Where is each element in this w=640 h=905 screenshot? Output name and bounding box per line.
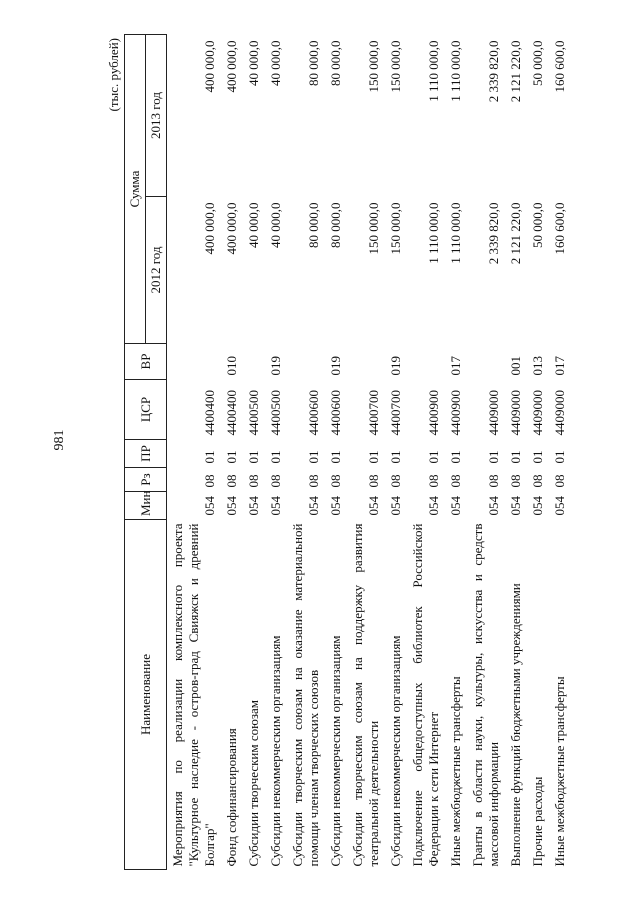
cell-csr: 4400500 [268,390,283,436]
header-sum: Сумма [125,35,146,344]
cell-min: 054 [508,496,523,516]
cell-rz: 08 [268,474,283,488]
cell-y2013: 2 339 820,0 [486,40,501,103]
header-rz: Рз [125,468,167,492]
cell-name: Подключение общедоступных библиотек Российской Федерации к сети Интернет [410,523,441,867]
header-csr: ЦСР [125,380,167,440]
cell-vr [467,344,505,380]
cell-pr: 01 [552,450,567,464]
cell-vr [407,344,445,380]
table-row [407,35,445,870]
cell-y2012: 40 000,0 [268,202,283,248]
cell-y2012: 150 000,0 [388,202,403,255]
cell-pr: 01 [486,450,501,464]
cell-rz: 08 [306,474,321,488]
cell-name: Субсидии некоммерческим организациям [328,635,343,867]
cell-vr: 019 [268,356,283,376]
cell-y2013: 1 110 000,0 [426,40,441,102]
cell-name: Иные межбюджетные трансферты [552,676,567,867]
table-row [467,35,505,870]
cell-min: 054 [306,496,321,516]
table-row [243,35,265,870]
cell-min: 054 [246,496,261,516]
cell-vr: 019 [328,356,343,376]
cell-min: 054 [530,496,545,516]
cell-y2013: 150 000,0 [366,40,381,93]
cell-pr: 01 [508,450,523,464]
cell-min: 054 [426,496,441,516]
cell-y2013: 40 000,0 [246,40,261,86]
cell-y2013: 40 000,0 [268,40,283,86]
cell-csr: 4409000 [486,390,501,436]
cell-y2012: 1 110 000,0 [448,202,463,264]
cell-y2012: 150 000,0 [366,202,381,255]
cell-vr [243,344,265,380]
cell-name: Субсидии творческим союзам на поддержку развития театральной деятельности [350,523,381,867]
cell-y2013: 2 121 220,0 [508,40,523,103]
cell-pr: 01 [306,450,321,464]
cell-name: Субсидии некоммерческим организациям [268,635,283,867]
cell-min: 054 [268,496,283,516]
cell-csr: 4400400 [202,390,217,436]
cell-pr: 01 [448,450,463,464]
cell-y2012: 1 110 000,0 [426,202,441,264]
cell-name: Прочие расходы [530,776,545,867]
cell-name: Субсидии творческим союзам [246,700,261,867]
table-row [287,35,325,870]
cell-rz: 08 [426,474,441,488]
cell-vr [347,344,385,380]
table-row [221,35,243,870]
cell-min: 054 [224,496,239,516]
header-row [125,35,146,870]
cell-pr: 01 [224,450,239,464]
budget-table [124,34,571,870]
header-pr: ПР [125,440,167,468]
cell-pr: 01 [246,450,261,464]
table-row [347,35,385,870]
cell-name: Гранты в области науки, культуры, искусства и средств массовой информации [470,523,501,867]
cell-pr: 01 [426,450,441,464]
table-row [505,35,527,870]
cell-rz: 08 [388,474,403,488]
cell-csr: 4400600 [328,390,343,436]
cell-vr: 019 [388,356,403,376]
table-row [445,35,467,870]
cell-pr: 01 [328,450,343,464]
page-number: 981 [52,429,67,451]
cell-min: 054 [366,496,381,516]
cell-pr: 01 [268,450,283,464]
cell-csr: 4400500 [246,390,261,436]
cell-y2012: 2 339 820,0 [486,202,501,265]
cell-y2013: 150 000,0 [388,40,403,93]
cell-y2013: 50 000,0 [530,40,545,86]
cell-y2013: 80 000,0 [328,40,343,86]
cell-name: Субсидии некоммерческим организациям [388,635,403,867]
cell-rz: 08 [366,474,381,488]
cell-name: Фонд софинансирования [224,728,239,867]
cell-csr: 4409000 [552,390,567,436]
cell-y2012: 40 000,0 [246,202,261,248]
cell-vr: 013 [530,356,545,376]
cell-y2013: 400 000,0 [224,40,239,93]
cell-rz: 08 [202,474,217,488]
header-name: Наименование [125,520,167,870]
table-row [527,35,549,870]
cell-rz: 08 [328,474,343,488]
cell-y2013: 80 000,0 [306,40,321,86]
table-row [325,35,347,870]
budget-table-page [105,35,611,870]
cell-rz: 08 [448,474,463,488]
cell-min: 054 [202,496,217,516]
cell-min: 054 [552,496,567,516]
cell-min: 054 [486,496,501,516]
cell-name: Субсидии творческим союзам на оказание материальной помощи членам творческих союзов [290,523,321,867]
cell-csr: 4400900 [426,390,441,436]
cell-csr: 4400700 [366,390,381,436]
unit-note: (тыс. рублей) [106,38,121,112]
cell-rz: 08 [486,474,501,488]
cell-y2013: 1 110 000,0 [448,40,463,102]
cell-csr: 4409000 [530,390,545,436]
table-row [385,35,407,870]
cell-y2012: 160 600,0 [552,202,567,255]
cell-pr: 01 [366,450,381,464]
cell-vr: 017 [448,356,463,376]
table-row [549,35,571,870]
cell-vr: 017 [552,356,567,376]
cell-y2013: 160 600,0 [552,40,567,93]
cell-y2012: 80 000,0 [328,202,343,248]
cell-rz: 08 [508,474,523,488]
cell-y2012: 400 000,0 [224,202,239,255]
cell-csr: 4400400 [224,390,239,436]
cell-pr: 01 [388,450,403,464]
table-row [265,35,287,870]
header-vr: ВР [125,344,167,380]
table-body [167,35,572,870]
cell-y2012: 400 000,0 [202,202,217,255]
cell-y2012: 50 000,0 [530,202,545,248]
cell-min: 054 [388,496,403,516]
cell-pr: 01 [202,450,217,464]
cell-min: 054 [328,496,343,516]
cell-vr [167,344,222,380]
cell-min: 054 [448,496,463,516]
cell-csr: 4400700 [388,390,403,436]
cell-vr: 010 [224,356,239,376]
cell-rz: 08 [552,474,567,488]
cell-csr: 4400600 [306,390,321,436]
cell-rz: 08 [530,474,545,488]
cell-vr: 001 [508,356,523,376]
table-row [167,35,222,870]
header-2013: 2013 год [146,35,167,197]
cell-name: Иные межбюджетные трансферты [448,676,463,867]
cell-y2012: 2 121 220,0 [508,202,523,265]
cell-name: Мероприятия по реализации комплексного проекта "Культурное наследие - остров-град Свияжск и древний Болгар" [170,523,217,867]
cell-csr: 4409000 [508,390,523,436]
cell-csr: 4400900 [448,390,463,436]
cell-y2013: 400 000,0 [202,40,217,93]
header-min: Мин [125,492,167,520]
cell-y2012: 80 000,0 [306,202,321,248]
cell-pr: 01 [530,450,545,464]
header-2012: 2012 год [146,197,167,344]
cell-vr [287,344,325,380]
cell-name: Выполнение функций бюджетными учреждениями [508,583,523,867]
cell-rz: 08 [246,474,261,488]
cell-rz: 08 [224,474,239,488]
